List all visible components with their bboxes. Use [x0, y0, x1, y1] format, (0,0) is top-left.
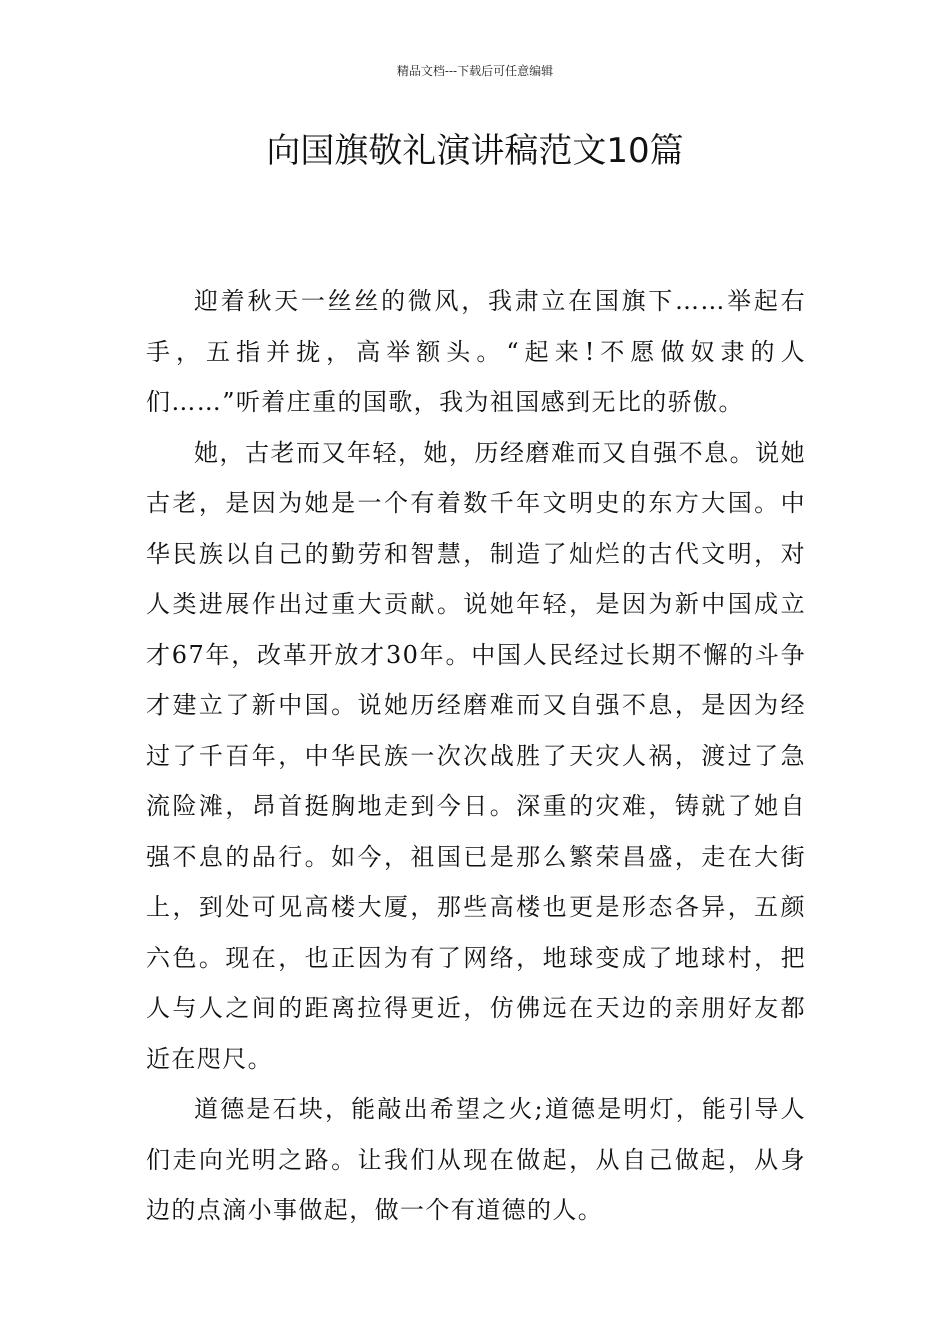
paragraph-3: 道德是石块，能敲出希望之火;道德是明灯，能引导人们走向光明之路。让我们从现在做起，从自己做起，从身边的点滴小事做起，做一个有道德的人。: [146, 1095, 806, 1224]
document-title: 向国旗敬礼演讲稿范文10篇: [266, 131, 684, 171]
paragraph-2: 她，古老而又年轻，她，历经磨难而又自强不息。说她古老，是因为她是一个有着数千年文明史的东方大国。中华民族以自己的勤劳和智慧，制造了灿烂的古代文明，对人类进展作出过重大贡献。说她年轻，是因为新中国成立才67年，改革开放才30年。中国人民经过长期不懈的斗争才建立了新中国。说她历经磨难而又自强不息，是因为经过了千百年，中华民族一次次战胜了天灾人祸，渡过了急流险滩，昂首挺胸地走到今日。深重的灾难，铸就了她自强不息的品行。如今，祖国已是那么繁荣昌盛，走在大街上，到处可见高楼大厦，那些高楼也更是形态各异，五颜六色。现在，也正因为有了网络，地球变成了地球村，把人与人之间的距离拉得更近，仿佛远在天边的亲朋好友都近在咫尺。: [146, 438, 806, 1073]
document-body: [146, 276, 806, 1236]
paragraph-1: 迎着秋天一丝丝的微风，我肃立在国旗下……举起右手，五指并拢，高举额头。“起来!不愿做奴隶的人们……”听着庄重的国歌，我为祖国感到无比的骄傲。: [146, 287, 806, 416]
header-note: 精品文档---下载后可任意编辑: [396, 64, 554, 78]
